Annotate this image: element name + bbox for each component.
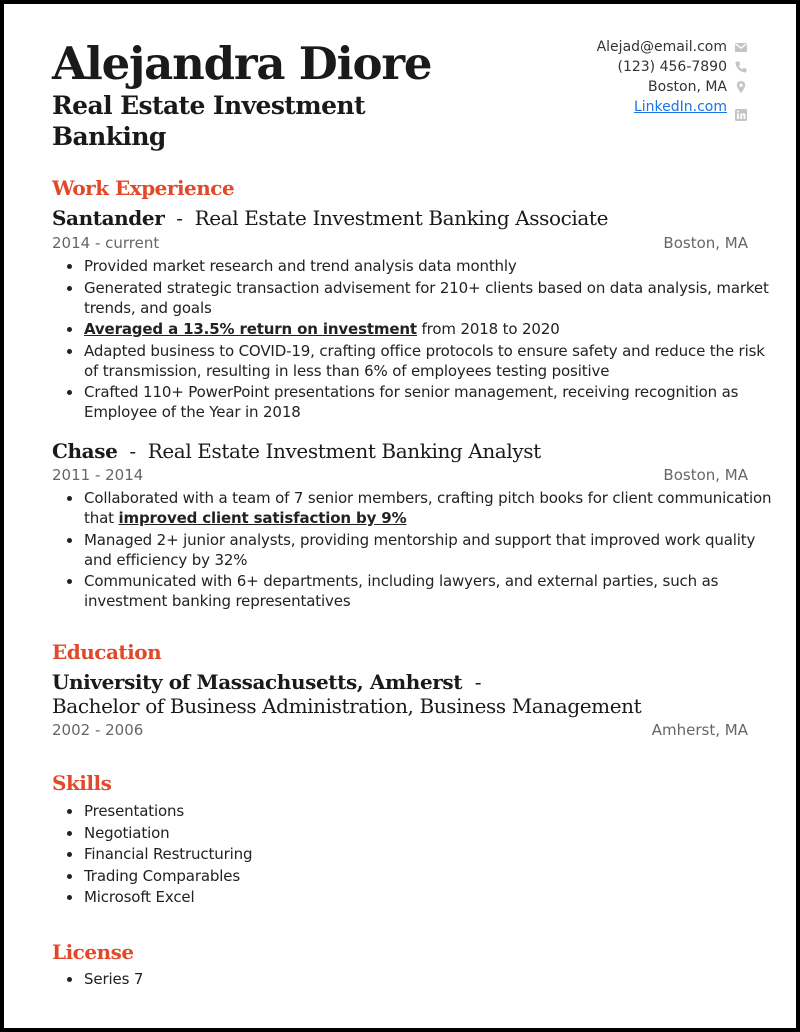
job-1-separator: - [176,206,183,230]
list-item: Microsoft Excel [84,887,780,907]
work-experience-heading: Work Experience [52,176,235,200]
skills-heading: Skills [52,771,112,795]
list-item: Provided market research and trend analysis data monthly [84,256,780,276]
list-item: Series 7 [84,969,780,989]
job-2-position: Real Estate Investment Banking Analyst [147,439,541,463]
job-2-meta [52,466,748,484]
contact-phone [597,57,748,77]
job-1-company: Santander [52,206,165,230]
list-item: Financial Restructuring [84,844,780,864]
list-item [84,319,780,339]
license-heading: License [52,940,134,964]
job-1-header [52,206,608,230]
list-item: Adapted business to COVID-19, crafting office protocols to ensure safety and reduce the risk of transmission, resulting in less than 6% of employees testing positive [84,341,780,381]
education-heading: Education [52,640,162,664]
map-pin-icon [734,80,748,94]
education-school: University of Massachusetts, Amherst [52,670,463,694]
job-2-header [52,439,541,463]
job-2-separator: - [129,439,136,463]
linkedin-link[interactable]: LinkedIn.com [633,99,727,115]
education-location: Amherst, MA [651,721,748,739]
contact-linkedin [597,97,748,125]
list-item [84,488,780,528]
list-item: Trading Comparables [84,866,780,886]
contact-block [597,37,748,125]
phone-icon [734,60,748,74]
phone-text: (123) 456-7890 [617,59,727,75]
candidate-name: Alejandra Diore [52,37,432,90]
list-item: Generated strategic transaction advisement for 210+ clients based on data analysis, market trends, and goals [84,278,780,318]
list-item: Negotiation [84,823,780,843]
envelope-icon [734,40,748,54]
job-2-location: Boston, MA [663,466,748,484]
job-1-bullets [52,256,780,424]
education-dates: 2002 - 2006 [52,721,144,739]
job-1-location: Boston, MA [663,234,748,252]
linkedin-icon [734,108,748,122]
list-item: Presentations [84,801,780,821]
job-2-company: Chase [52,439,118,463]
contact-location [597,77,748,97]
bullet-text: from 2018 to 2020 [416,320,560,338]
highlight-text: Averaged a 13.5% return on investment [84,320,417,338]
education-school-line [52,670,481,694]
education-meta [52,721,748,739]
job-1-dates: 2014 - current [52,234,160,252]
education-separator: - [474,670,482,694]
license-list [52,969,780,991]
resume-page [4,4,796,1028]
email-text: Alejad@email.com [596,39,727,55]
skills-list [52,801,780,909]
job-1-position: Real Estate Investment Banking Associate [194,206,609,230]
bullet-text: Collaborated with a team of 7 senior members, crafting pitch books for client communication that [84,489,772,527]
list-item: Communicated with 6+ departments, including lawyers, and external parties, such as investment banking representatives [84,571,780,611]
job-2-dates: 2011 - 2014 [52,466,144,484]
candidate-role: Real Estate Investment Banking [52,91,365,151]
contact-email [597,37,748,57]
highlight-text: improved client satisfaction by 9% [118,509,407,527]
job-2-bullets [52,488,780,613]
education-degree: Bachelor of Business Administration, Business Management [52,694,642,718]
list-item: Managed 2+ junior analysts, providing mentorship and support that improved work quality and efficiency by 32% [84,530,780,570]
list-item: Crafted 110+ PowerPoint presentations for senior management, receiving recognition as Employee of the Year in 2018 [84,382,780,422]
location-text: Boston, MA [648,79,727,95]
job-1-meta [52,234,748,252]
